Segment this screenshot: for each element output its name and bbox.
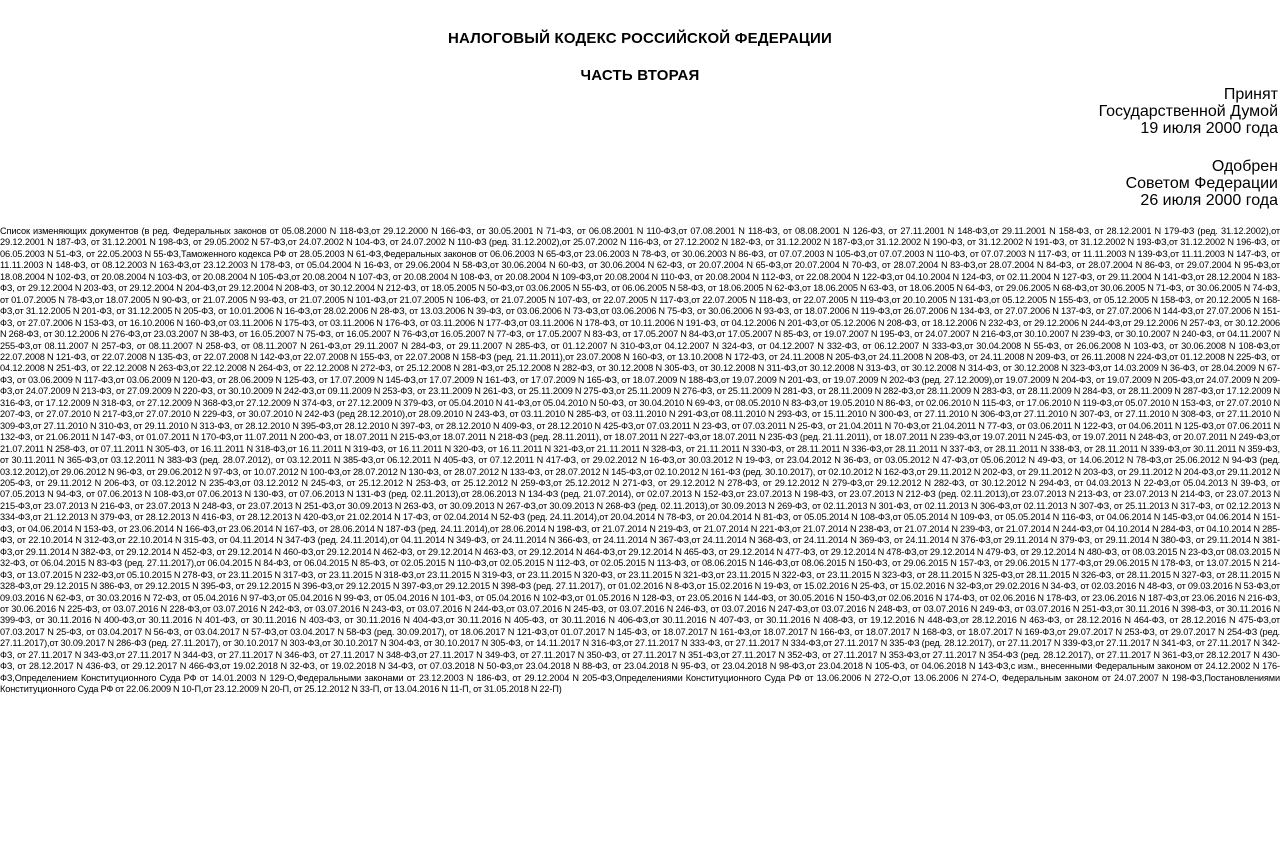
amendments-list: Список изменяющих документов (в ред. Федеральных законов от 05.08.2000 N 118-ФЗ,от 29.12.2000 N 166-ФЗ, от 30.05.2001 N 71-ФЗ, от 06.08.2001 N 110-ФЗ,от 07.08.2001 N 118-ФЗ, от 08.08.2001 N 126-ФЗ, от 27.11.2001 N 148-ФЗ,от 29.11.2001 N 158-ФЗ, от 28.12.2001 N 179-ФЗ (ред. 31.12.2002),от 29.12.2001 N 187-ФЗ, от 31.12.2001 N 198-ФЗ, от 29.05.2002 N 57-ФЗ,от 24.07.2002 N 104-ФЗ, от 24.07.2002 N 110-ФЗ (ред. 31.12.2002),от 25.07.2002 N 116-ФЗ, от 27.12.2002 N 182-ФЗ, от 31.12.2002 N 187-ФЗ,от 31.12.2002 N 190-ФЗ, от 31.12.2002 N 191-ФЗ, от 31.12.2002 N 193-ФЗ,от 31.12.2002 N 196-ФЗ, от 06.05.2003 N 51-ФЗ, от 22.05.2003 N 55-ФЗ,Таможенного кодекса РФ от 28.05.2003 N 61-ФЗ,Федеральных законов от 06.06.2003 N 65-ФЗ,от 23.06.2003 N 78-ФЗ, от 30.06.2003 N 86-ФЗ, от 07.07.2003 N 105-ФЗ,от 07.07.2003 N 110-ФЗ, от 07.07.2003 N 117-ФЗ, от 11.11.2003 N 139-ФЗ,от 11.11.2003 N 147-ФЗ, от 11.11.2003 N 148-ФЗ, от 08.12.2003 N 163-ФЗ,от 23.12.2003 N 178-ФЗ, от 05.04.2004 N 16-ФЗ, от 29.06.2004 N 58-ФЗ,от 30.06.2004 N 60-ФЗ, от 30.06.2004 N 62-ФЗ, от 20.07.2004 N 65-ФЗ,от 20.07.2004 N 70-ФЗ, от 28.07.2004 N 83-ФЗ,от 28.07.2004 N 84-ФЗ, от 28.07.2004 N 86-ФЗ, от 29.07.2004 N 95-ФЗ,от 18.08.2004 N 102-ФЗ, от 20.08.2004 N 103-ФЗ, от 20.08.2004 N 105-ФЗ,от 20.08.2004 N 107-ФЗ, от 20.08.2004 N 108-ФЗ, от 20.08.2004 N 109-ФЗ,от 20.08.2004 N 110-ФЗ, от 20.08.2004 N 112-ФЗ, от 22.08.2004 N 122-ФЗ,от 04.10.2004 N 124-ФЗ, от 02.11.2004 N 127-ФЗ, от 29.11.2004 N 141-ФЗ,от 28.12.2004 N 183-ФЗ, от 29.12.2004 N 203-ФЗ, от 29.12.2004 N 204-ФЗ,от 29.12.2004 N 208-ФЗ, от 30.12.2004 N 212-ФЗ, от 18.05.2005 N 50-ФЗ,от 03.06.2005 N 55-ФЗ, от 06.06.2005 N 58-ФЗ, от 18.06.2005 N 62-ФЗ,от 18.06.2005 N 63-ФЗ, от 18.06.2005 N 64-ФЗ, от 29.06.2005 N 68-ФЗ,от 30.06.2005 N 71-ФЗ, от 30.06.2005 N 74-ФЗ, от 01.07.2005 N 78-ФЗ,от 18.07.2005 N 90-ФЗ, от 21.07.2005 N 93-ФЗ, от 21.07.2005 N 101-ФЗ,от 21.07.2005 N 106-ФЗ, от 21.07.2005 N 107-ФЗ, от 22.07.2005 N 117-ФЗ,от 22.07.2005 N 118-ФЗ, от 22.07.2005 N 119-ФЗ,от 20.10.2005 N 131-ФЗ,от 05.12.2005 N 155-ФЗ, от 05.12.2005 N 158-ФЗ, от 20.12.2005 N 168-ФЗ,от 31.12.2005 N 201-ФЗ, от 31.12.2005 N 205-ФЗ, от 10.01.2006 N 16-ФЗ,от 28.02.2006 N 28-ФЗ, от 13.03.2006 N 39-ФЗ, от 03.06.2006 N 73-ФЗ,от 03.06.2006 N 75-ФЗ, от 30.06.2006 N 93-ФЗ, от 18.07.2006 N 119-ФЗ,от 26.07.2006 N 134-ФЗ, от 27.07.2006 N 137-ФЗ, от 27.07.2006 N 144-ФЗ,от 27.07.2006 N 151-ФЗ, от 27.07.2006 N 153-ФЗ, от 16.10.2006 N 160-ФЗ,от 03.11.2006 N 175-ФЗ, от 03.11.2006 N 176-ФЗ, от 03.11.2006 N 177-ФЗ,от 03.11.2006 N 178-ФЗ, от 10.11.2006 N 191-ФЗ, от 04.12.2006 N 201-ФЗ,от 05.12.2006 N 208-ФЗ, от 18.12.2006 N 232-ФЗ, от 29.12.2006 N 244-ФЗ,от 29.12.2006 N 257-ФЗ, от 30.12.2006 N 268-ФЗ, от 30.12.2006 N 276-ФЗ,от 23.03.2007 N 38-ФЗ, от 16.05.2007 N 75-ФЗ, от 16.05.2007 N 76-ФЗ,от 16.05.2007 N 77-ФЗ, от 17.05.2007 N 83-ФЗ, от 17.05.2007 N 84-ФЗ,от 17.05.2007 N 85-ФЗ, от 19.07.2007 N 195-ФЗ, от 24.07.2007 N 216-ФЗ,от 30.10.2007 N 239-ФЗ, от 30.10.2007 N 240-ФЗ, от 04.11.2007 N 255-ФЗ,от 08.11.2007 N 257-ФЗ, от 08.11.2007 N 258-ФЗ, от 08.11.2007 N 261-ФЗ,от 29.11.2007 N 284-ФЗ, от 29.11.2007 N 285-ФЗ, от 01.12.2007 N 310-ФЗ,от 04.12.2007 N 324-ФЗ, от 04.12.2007 N 332-ФЗ, от 06.12.2007 N 333-ФЗ,от 30.04.2008 N 55-ФЗ, от 26.06.2008 N 103-ФЗ, от 30.06.2008 N 108-ФЗ,от 22.07.2008 N 121-ФЗ, от 22.07.2008 N 135-ФЗ, от 22.07.2008 N 142-ФЗ,от 22.07.2008 N 155-ФЗ, от 22.07.2008 N 158-ФЗ (ред. 21.11.2011),от 23.07.2008 N 160-ФЗ, от 13.10.2008 N 172-ФЗ, от 24.11.2008 N 205-ФЗ,от 24.11.2008 N 208-ФЗ, от 24.11.2008 N 209-ФЗ, от 26.11.2008 N 224-ФЗ,от 01.12.2008 N 225-ФЗ, от 04.12.2008 N 251-ФЗ, от 22.12.2008 N 263-ФЗ,от 22.12.2008 N 264-ФЗ, от 22.12.2008 N 272-ФЗ, от 25.12.2008 N 281-ФЗ,от 25.12.2008 N 282-ФЗ, от 30.12.2008 N 305-ФЗ, от 30.12.2008 N 311-ФЗ,от 30.12.2008 N 313-ФЗ, от 30.12.2008 N 314-ФЗ, от 30.12.2008 N 323-ФЗ,от 14.03.2009 N 36-ФЗ, от 28.04.2009 N 67-ФЗ, от 03.06.2009 N 117-ФЗ,от 03.06.2009 N 120-ФЗ, от 28.06.2009 N 125-ФЗ, от 17.07.2009 N 145-ФЗ,от 17.07.2009 N 161-ФЗ, от 17.07.2009 N 165-ФЗ, от 18.07.2009 N 188-ФЗ,от 19.07.2009 N 201-ФЗ, от 19.07.2009 N 202-ФЗ (ред. 27.12.2009),от 19.07.2009 N 204-ФЗ, от 19.07.2009 N 205-ФЗ,от 24.07.2009 N 209-ФЗ,от 24.07.2009 N 213-ФЗ, от 27.09.2009 N 220-ФЗ, от 30.10.2009 N 242-ФЗ,от 09.11.2009 N 253-ФЗ, от 23.11.2009 N 261-ФЗ, от 25.11.2009 N 275-ФЗ,от 25.11.2009 N 276-ФЗ, от 25.11.2009 N 281-ФЗ, от 28.11.2009 N 282-ФЗ,от 28.11.2009 N 283-ФЗ, от 28.11.2009 N 284-ФЗ, от 28.11.2009 N 287-ФЗ,от 17.12.2009 N 316-ФЗ, от 17.12.2009 N 318-ФЗ, от 27.12.2009 N 368-ФЗ,от 27.12.2009 N 374-ФЗ, от 27.12.2009 N 379-ФЗ, от 05.04.2010 N 41-ФЗ,от 05.04.2010 N 50-ФЗ, от 30.04.2010 N 69-ФЗ, от 08.05.2010 N 83-ФЗ,от 19.05.2010 N 86-ФЗ, от 02.06.2010 N 115-ФЗ, от 17.06.2010 N 119-ФЗ,от 05.07.2010 N 153-ФЗ, от 27.07.2010 N 207-ФЗ, от 27.07.2010 N 217-ФЗ,от 27.07.2010 N 229-ФЗ, от 30.07.2010 N 242-ФЗ (ред 28.12.2010),от 28.09.2010 N 243-ФЗ, от 03.11.2010 N 285-ФЗ, от 03.11.2010 N 291-ФЗ,от 08.11.2010 N 293-ФЗ, от 15.11.2010 N 300-ФЗ, от 27.11.2010 N 306-ФЗ,от 27.11.2010 N 307-ФЗ, от 27.11.2010 N 308-ФЗ, от 27.11.2010 N 309-ФЗ,от 27.11.2010 N 310-ФЗ, от 29.11.2010 N 313-ФЗ, от 28.12.2010 N 395-ФЗ,от 28.12.2010 N 397-ФЗ, от 28.12.2010 N 409-ФЗ, от 28.12.2010 N 425-ФЗ,от 07.03.2011 N 23-ФЗ, от 07.03.2011 N 25-ФЗ, от 21.04.2011 N 70-ФЗ,от 21.04.2011 N 77-ФЗ, от 03.06.2011 N 122-ФЗ, от 04.06.2011 N 125-ФЗ,от 07.06.2011 N 132-ФЗ, от 21.06.2011 N 147-ФЗ, от 01.07.2011 N 170-ФЗ,от 11.07.2011 N 200-ФЗ, от 18.07.2011 N 215-ФЗ,от 18.07.2011 N 218-ФЗ (ред. 28.11.2011), от 18.07.2011 N 227-ФЗ,от 18.07.2011 N 235-ФЗ (ред. 21.11.2011), от 18.07.2011 N 239-ФЗ,от 19.07.2011 N 245-ФЗ, от 19.07.2011 N 248-ФЗ, от 20.07.2011 N 249-ФЗ,от 21.07.2011 N 258-ФЗ, от 07.11.2011 N 305-ФЗ, от 16.11.2011 N 318-ФЗ,от 16.11.2011 N 319-ФЗ, от 16.11.2011 N 320-ФЗ, от 16.11.2011 N 321-ФЗ,от 21.11.2011 N 328-ФЗ, от 21.11.2011 N 330-ФЗ, от 28.11.2011 N 336-ФЗ,от 28.11.2011 N 337-ФЗ, от 28.11.2011 N 338-ФЗ, от 28.11.2011 N 339-ФЗ,от 30.11.2011 N 359-ФЗ, от 30.11.2011 N 365-ФЗ,от 03.12.2011 N 383-ФЗ (ред. 28.07.2012), от 03.12.2011 N 385-ФЗ,от 06.12.2011 N 405-ФЗ, от 07.12.2011 N 417-ФЗ, от 29.02.2012 N 16-ФЗ,от 30.03.2012 N 19-ФЗ, от 23.04.2012 N 36-ФЗ, от 03.05.2012 N 47-ФЗ,от 05.06.2012 N 49-ФЗ, от 14.06.2012 N 78-ФЗ,от 25.06.2012 N 94-ФЗ (ред. 03.12.2012),от 29.06.2012 N 96-ФЗ, от 29.06.2012 N 97-ФЗ, от 10.07.2012 N 100-ФЗ,от 28.07.2012 N 130-ФЗ, от 28.07.2012 N 133-ФЗ, от 28.07.2012 N 145-ФЗ,от 02.10.2012 N 161-ФЗ (ред. 30.10.2017), от 02.10.2012 N 162-ФЗ,от 29.11.2012 N 202-ФЗ, от 29.11.2012 N 203-ФЗ, от 29.11.2012 N 204-ФЗ,от 29.11.2012 N 205-ФЗ, от 29.11.2012 N 206-ФЗ, от 03.12.2012 N 235-ФЗ,от 03.12.2012 N 245-ФЗ, от 25.12.2012 N 253-ФЗ, от 25.12.2012 N 259-ФЗ,от 25.12.2012 N 271-ФЗ, от 29.12.2012 N 278-ФЗ, от 29.12.2012 N 279-ФЗ,от 29.12.2012 N 282-ФЗ, от 30.12.2012 N 294-ФЗ, от 04.03.2013 N 22-ФЗ,от 05.04.2013 N 39-ФЗ, от 07.05.2013 N 94-ФЗ, от 07.06.2013 N 108-ФЗ,от 07.06.2013 N 130-ФЗ, от 07.06.2013 N 131-ФЗ (ред. 02.11.2013),от 28.06.2013 N 134-ФЗ (ред. 21.07.2014), от 02.07.2013 N 152-ФЗ,от 23.07.2013 N 198-ФЗ, от 23.07.2013 N 212-ФЗ (ред. 02.11.2013),от 23.07.2013 N 213-ФЗ, от 23.07.2013 N 214-ФЗ, от 23.07.2013 N 215-ФЗ,от 23.07.2013 N 216-ФЗ, от 23.07.2013 N 248-ФЗ, от 23.07.2013 N 251-ФЗ,от 30.09.2013 N 263-ФЗ, от 30.09.2013 N 267-ФЗ,от 30.09.2013 N 268-ФЗ (ред. 02.11.2013),от 30.09.2013 N 269-ФЗ, от 02.11.2013 N 301-ФЗ, от 02.11.2013 N 306-ФЗ,от 02.11.2013 N 307-ФЗ, от 25.11.2013 N 317-ФЗ, от 02.12.2013 N 334-ФЗ,от 21.12.2013 N 379-ФЗ, от 28.12.2013 N 416-ФЗ, от 28.12.2013 N 420-ФЗ,от 21.02.2014 N 17-ФЗ, от 02.04.2014 N 52-ФЗ (ред. 24.11.2014),от 20.04.2014 N 78-ФЗ, от 20.04.2014 N 81-ФЗ, от 05.05.2014 N 108-ФЗ,от 05.05.2014 N 109-ФЗ, от 05.05.2014 N 116-ФЗ, от 04.06.2014 N 145-ФЗ,от 04.06.2014 N 151-ФЗ, от 04.06.2014 N 153-ФЗ, от 23.06.2014 N 166-ФЗ,от 23.06.2014 N 167-ФЗ, от 28.06.2014 N 187-ФЗ (ред. 24.11.2014),от 28.06.2014 N 198-ФЗ, от 21.07.2014 N 219-ФЗ, от 21.07.2014 N 221-ФЗ,от 21.07.2014 N 238-ФЗ, от 21.07.2014 N 239-ФЗ, от 21.07.2014 N 244-ФЗ,от 04.10.2014 N 284-ФЗ, от 04.10.2014 N 285-ФЗ, от 22.10.2014 N 312-ФЗ,от 22.10.2014 N 315-ФЗ, от 04.11.2014 N 347-ФЗ (ред. 24.11.2014),от 04.11.2014 N 349-ФЗ, от 24.11.2014 N 366-ФЗ, от 24.11.2014 N 367-ФЗ,от 24.11.2014 N 368-ФЗ, от 24.11.2014 N 369-ФЗ, от 24.11.2014 N 376-ФЗ,от 29.11.2014 N 379-ФЗ, от 29.11.2014 N 380-ФЗ, от 29.11.2014 N 381-ФЗ,от 29.11.2014 N 382-ФЗ, от 29.12.2014 N 452-ФЗ, от 29.12.2014 N 460-ФЗ,от 29.12.2014 N 462-ФЗ, от 29.12.2014 N 463-ФЗ, от 29.12.2014 N 464-ФЗ,от 29.12.2014 N 465-ФЗ, от 29.12.2014 N 477-ФЗ, от 29.12.2014 N 478-ФЗ,от 29.12.2014 N 479-ФЗ, от 29.12.2014 N 480-ФЗ, от 08.03.2015 N 23-ФЗ,от 08.03.2015 N 32-ФЗ, от 06.04.2015 N 83-ФЗ (ред. 27.11.2017),от 06.04.2015 N 84-ФЗ, от 06.04.2015 N 85-ФЗ, от 02.05.2015 N 110-ФЗ,от 02.05.2015 N 112-ФЗ, от 02.05.2015 N 113-ФЗ, от 08.06.2015 N 146-ФЗ,от 08.06.2015 N 150-ФЗ, от 29.06.2015 N 157-ФЗ, от 29.06.2015 N 177-ФЗ,от 29.06.2015 N 178-ФЗ, от 13.07.2015 N 214-ФЗ, от 13.07.2015 N 232-ФЗ,от 05.10.2015 N 278-ФЗ, от 23.11.2015 N 317-ФЗ, от 23.11.2015 N 318-ФЗ,от 23.11.2015 N 319-ФЗ, от 23.11.2015 N 320-ФЗ, от 23.11.2015 N 321-ФЗ,от 23.11.2015 N 322-ФЗ, от 23.11.2015 N 323-ФЗ, от 28.11.2015 N 325-ФЗ,от 28.11.2015 N 326-ФЗ, от 28.11.2015 N 327-ФЗ, от 28.11.2015 N 328-ФЗ,от 29.12.2015 N 386-ФЗ, от 29.12.2015 N 395-ФЗ, от 29.12.2015 N 396-ФЗ,от 29.12.2015 N 397-ФЗ,от 29.12.2015 N 398-ФЗ (ред. 27.11.2017), от 01.02.2016 N 8-ФЗ,от 15.02.2016 N 19-ФЗ, от 15.02.2016 N 25-ФЗ, от 15.02.2016 N 32-ФЗ,от 29.02.2016 N 34-ФЗ, от 02.03.2016 N 48-ФЗ, от 09.03.2016 N 53-ФЗ,от 09.03.2016 N 62-ФЗ, от 30.03.2016 N 72-ФЗ, от 05.04.2016 N 97-ФЗ,от 05.04.2016 N 99-ФЗ, от 05.04.2016 N 101-ФЗ, от 05.04.2016 N 102-ФЗ,от 01.05.2016 N 128-ФЗ, от 23.05.2016 N 144-ФЗ, от 30.05.2016 N 150-ФЗ,от 02.06.2016 N 174-ФЗ, от 02.06.2016 N 178-ФЗ, от 23.06.2016 N 187-ФЗ,от 23.06.2016 N 216-ФЗ, от 30.06.2016 N 225-ФЗ, от 03.07.2016 N 228-ФЗ,от 03.07.2016 N 242-ФЗ, от 03.07.2016 N 243-ФЗ, от 03.07.2016 N 244-ФЗ,от 03.07.2016 N 245-ФЗ, от 03.07.2016 N 246-ФЗ, от 03.07.2016 N 247-ФЗ,от 03.07.2016 N 248-ФЗ, от 03.07.2016 N 249-ФЗ, от 03.07.2016 N 251-ФЗ,от 30.11.2016 N 398-ФЗ, от 30.11.2016 N 399-ФЗ, от 30.11.2016 N 400-ФЗ,от 30.11.2016 N 401-ФЗ, от 30.11.2016 N 403-ФЗ, от 30.11.2016 N 404-ФЗ,от 30.11.2016 N 405-ФЗ, от 30.11.2016 N 406-ФЗ,от 30.11.2016 N 407-ФЗ, от 30.11.2016 N 408-ФЗ, от 19.12.2016 N 448-ФЗ,от 28.12.2016 N 463-ФЗ, от 28.12.2016 N 464-ФЗ, от 28.12.2016 N 475-ФЗ,от 07.03.2017 N 25-ФЗ, от 03.04.2017 N 56-ФЗ, от 03.04.2017 N 57-ФЗ,от 03.04.2017 N 58-ФЗ (ред. 30.09.2017), от 18.06.2017 N 121-ФЗ,от 01.07.2017 N 145-ФЗ, от 18.07.2017 N 161-ФЗ,от 18.07.2017 N 166-ФЗ, от 18.07.2017 N 168-ФЗ, от 18.07.2017 N 169-ФЗ,от 29.07.2017 N 253-ФЗ, от 29.07.2017 N 254-ФЗ (ред. 27.11.2017),от 30.09.2017 N 286-ФЗ (ред. 27.11.2017), от 30.10.2017 N 303-ФЗ,от 30.10.2017 N 304-ФЗ, от 30.10.2017 N 305-ФЗ, от 14.11.2017 N 316-ФЗ,от 27.11.2017 N 333-ФЗ, от 27.11.2017 N 334-ФЗ,от 27.11.2017 N 335-ФЗ (ред. 28.12.2017), от 27.11.2017 N 339-ФЗ,от 27.11.2017 N 341-ФЗ, от 27.11.2017 N 342-ФЗ, от 27.11.2017 N 343-ФЗ,от 27.11.2017 N 344-ФЗ, от 27.11.2017 N 346-ФЗ, от 27.11.2017 N 348-ФЗ,от 27.11.2017 N 349-ФЗ, от 27.11.2017 N 350-ФЗ, от 27.11.2017 N 351-ФЗ,от 27.11.2017 N 352-ФЗ, от 27.11.2017 N 353-ФЗ,от 27.11.2017 N 354-ФЗ (ред. 28.12.2017), от 27.11.2017 N 361-ФЗ,от 28.12.2017 N 430-ФЗ, от 28.12.2017 N 436-ФЗ, от 29.12.2017 N 466-ФЗ,от 19.02.2018 N 32-ФЗ, от 19.02.2018 N 34-ФЗ, от 07.03.2018 N 50-ФЗ,от 23.04.2018 N 88-ФЗ, от 23.04.2018 N 95-ФЗ, от 23.04.2018 N 98-ФЗ,от 23.04.2018 N 105-ФЗ, от 04.06.2018 N 143-ФЗ,с изм., внесенными Федеральным законом от 24.12.2002 N 176-ФЗ,Определением Конституционного Суда РФ от 14.01.2003 N 129-О,Федеральными законами от 23.12.2003 N 186-ФЗ, от 29.12.2004 N 205-ФЗ,Определениями Конституционного Суда РФ от 13.06.2006 N 272-О,от 13.06.2006 N 274-О, Федеральным законом от 24.07.2007 N 198-ФЗ,Постановлениями Конституционного Суда РФ от 22.06.2009 N 10-П,от 23.12.2009 N 20-П, от 25.12.2012 N 33-П, от 13.04.2016 N 11-П, от 31.05.2018 N 22-П) [0,226,1280,695]
approved-body: Советом Федерации [1125,175,1278,192]
approved-date: 26 июля 2000 года [1140,192,1278,209]
document-title: НАЛОГОВЫЙ КОДЕКС РОССИЙСКОЙ ФЕДЕРАЦИИ [448,30,832,47]
adopted-body: Государственной Думой [1098,103,1278,120]
approval-block [1126,158,1278,209]
approved-label: Одобрен [1211,158,1278,175]
document-part-title: ЧАСТЬ ВТОРАЯ [580,67,700,84]
adopted-date: 19 июля 2000 года [1140,120,1278,137]
adoption-block [1099,86,1278,137]
adopted-label: Принят [1223,86,1278,103]
